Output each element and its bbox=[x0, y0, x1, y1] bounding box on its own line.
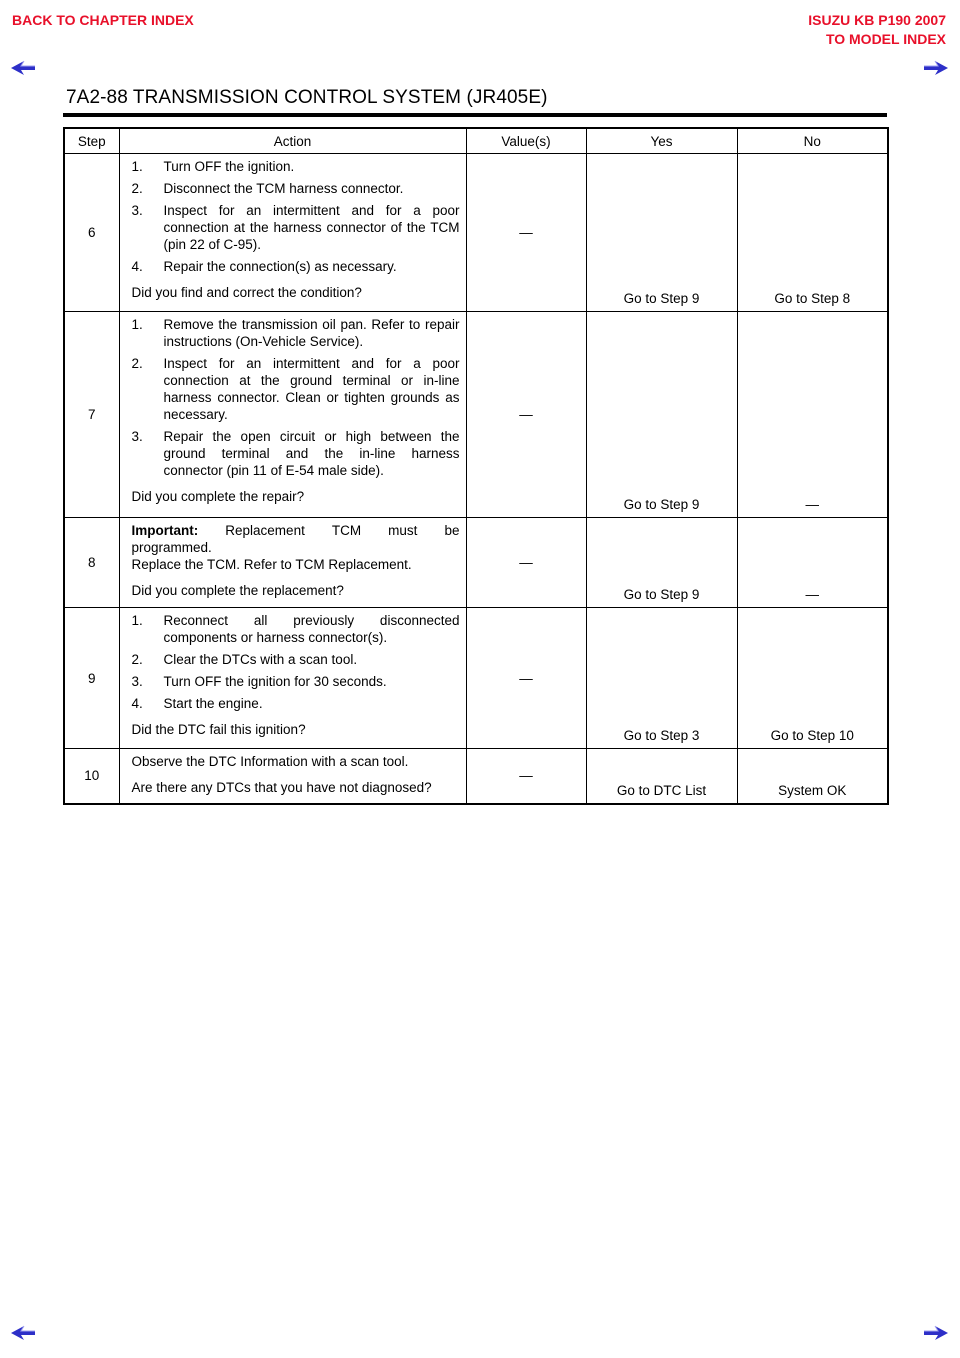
instruction: Replace the TCM. Refer to TCM Replacement. bbox=[131, 557, 412, 572]
no-cell: Go to Step 8 bbox=[737, 154, 888, 312]
table-row bbox=[64, 154, 888, 312]
value-cell: — bbox=[466, 518, 586, 608]
yes-cell: Go to DTC List bbox=[586, 749, 737, 804]
list-item: 2. Clear the DTCs with a scan tool. bbox=[131, 652, 358, 667]
important-label: Important: bbox=[131, 523, 199, 538]
value-cell: — bbox=[466, 608, 586, 749]
previous-page-arrow-icon[interactable] bbox=[10, 60, 36, 76]
list-item: 2. Inspect for an intermittent and for a poor connection at the ground terminal or in-line harness connector. Clean or tighten grounds as necessary. bbox=[131, 356, 460, 422]
next-page-arrow-icon[interactable] bbox=[923, 1325, 949, 1341]
step-number: 10 bbox=[64, 749, 119, 804]
header-yes: Yes bbox=[586, 128, 737, 154]
table-header-row bbox=[64, 128, 888, 154]
list-item: 1. Reconnect all previously disconnected components or harness connector(s). bbox=[131, 613, 460, 645]
to-model-index-link[interactable]: TO MODEL INDEX bbox=[825, 31, 946, 47]
page-header: 7A2-88 TRANSMISSION CONTROL SYSTEM (JR405E) bbox=[66, 87, 548, 108]
step-number: 9 bbox=[64, 608, 119, 749]
important-note-continued: programmed. bbox=[131, 540, 212, 555]
list-item: 4. Start the engine. bbox=[131, 696, 263, 711]
no-cell: System OK bbox=[737, 749, 888, 804]
table-row bbox=[64, 608, 888, 749]
question: Did you find and correct the condition? bbox=[131, 285, 362, 300]
header-value: Value(s) bbox=[466, 128, 586, 154]
table-row bbox=[64, 518, 888, 608]
list-item: 2. Disconnect the TCM harness connector. bbox=[131, 181, 404, 196]
header-no: No bbox=[737, 128, 888, 154]
list-item: 4. Repair the connection(s) as necessary. bbox=[131, 259, 397, 274]
value-cell: — bbox=[466, 154, 586, 312]
header-rule bbox=[63, 113, 887, 117]
back-to-chapter-index-link[interactable]: BACK TO CHAPTER INDEX bbox=[12, 12, 194, 28]
instruction: Observe the DTC Information with a scan tool. bbox=[131, 754, 409, 769]
header-action: Action bbox=[119, 128, 466, 154]
yes-cell: Go to Step 9 bbox=[586, 154, 737, 312]
important-note: Important: Replacement TCM must be bbox=[131, 523, 460, 538]
question: Are there any DTCs that you have not diagnosed? bbox=[131, 780, 432, 795]
next-page-arrow-icon[interactable] bbox=[923, 60, 949, 76]
step-number: 6 bbox=[64, 154, 119, 312]
list-item: 3. Repair the open circuit or high between the ground terminal and the in-line harness connector (pin 11 of E-54 male side). bbox=[131, 429, 460, 478]
value-cell: — bbox=[466, 312, 586, 518]
action-cell bbox=[119, 518, 466, 608]
action-cell bbox=[119, 608, 466, 749]
previous-page-arrow-icon[interactable] bbox=[10, 1325, 36, 1341]
yes-cell: Go to Step 9 bbox=[586, 518, 737, 608]
no-cell: Go to Step 10 bbox=[737, 608, 888, 749]
list-item: 1. Remove the transmission oil pan. Refer to repair instructions (On-Vehicle Service). bbox=[131, 317, 460, 349]
diagnostic-table bbox=[63, 127, 889, 805]
action-cell bbox=[119, 749, 466, 804]
yes-cell: Go to Step 9 bbox=[586, 312, 737, 518]
list-item: 1. Turn OFF the ignition. bbox=[131, 159, 295, 174]
table-row bbox=[64, 312, 888, 518]
question: Did the DTC fail this ignition? bbox=[131, 722, 306, 737]
table-row bbox=[64, 749, 888, 804]
no-cell: — bbox=[737, 312, 888, 518]
question: Did you complete the repair? bbox=[131, 489, 305, 504]
model-title-link[interactable]: ISUZU KB P190 2007 bbox=[808, 12, 946, 28]
no-cell: — bbox=[737, 518, 888, 608]
question: Did you complete the replacement? bbox=[131, 583, 344, 598]
list-item: 3. Turn OFF the ignition for 30 seconds. bbox=[131, 674, 387, 689]
yes-cell: Go to Step 3 bbox=[586, 608, 737, 749]
step-number: 7 bbox=[64, 312, 119, 518]
value-cell: — bbox=[466, 749, 586, 804]
list-item: 3. Inspect for an intermittent and for a poor connection at the harness connector of the TCM (pin 22 of C-95). bbox=[131, 203, 460, 252]
action-cell bbox=[119, 312, 466, 518]
header-step: Step bbox=[64, 128, 119, 154]
action-cell bbox=[119, 154, 466, 312]
step-number: 8 bbox=[64, 518, 119, 608]
